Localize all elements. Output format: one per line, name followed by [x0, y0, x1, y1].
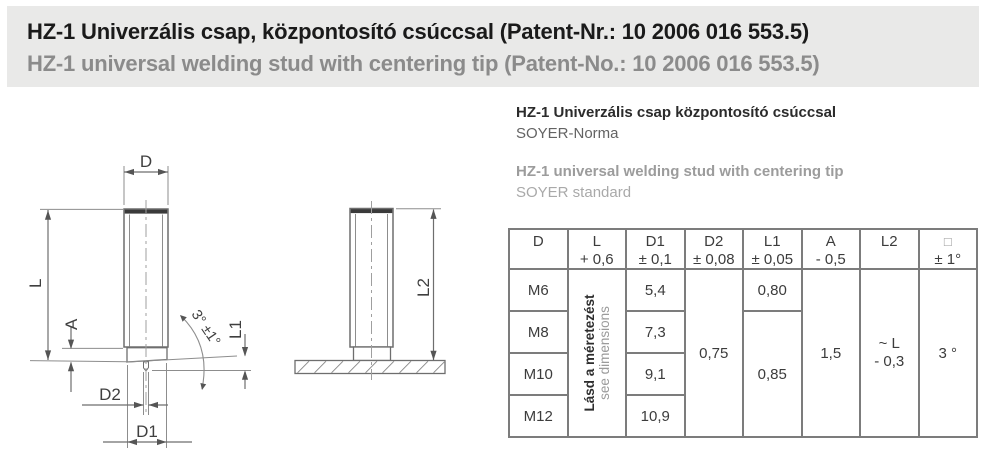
- cell-d-m10: M10: [509, 353, 568, 395]
- col-header-d2: D2 ± 0,08: [685, 229, 744, 269]
- cell-d1-m6: 5,4: [626, 269, 685, 311]
- cell-angle-all: 3 °: [919, 269, 978, 437]
- dim-label-l2: L2: [414, 278, 433, 297]
- cell-l-note: [568, 269, 627, 437]
- cell-d1-m10: 9,1: [626, 353, 685, 395]
- cell-d-m6: M6: [509, 269, 568, 311]
- technical-drawing: [0, 90, 500, 456]
- angle-symbol: □: [943, 234, 952, 249]
- cell-d-m12: M12: [509, 395, 568, 437]
- cell-d2-all: 0,75: [685, 269, 744, 437]
- product-name-hungarian: HZ-1 Univerzális csap központosító csúccsal: [516, 104, 837, 121]
- dim-label-l1: L1: [226, 320, 245, 339]
- col-header-d1: D1 ± 0,1: [626, 229, 685, 269]
- product-norm-hungarian: SOYER-Norma: [516, 125, 619, 142]
- dim-label-angle: 3° ±1°: [187, 307, 224, 350]
- dim-label-d1: D1: [136, 422, 158, 441]
- col-header-l: L + 0,6: [568, 229, 627, 269]
- col-header-l2: L2: [860, 229, 919, 269]
- col-header-a: A - 0,5: [802, 229, 861, 269]
- page-title-hungarian: HZ-1 Univerzális csap, központosító csúccsal (Patent-Nr.: 10 2006 016 553.5): [27, 19, 810, 44]
- l-note-rotated: Lásd a méretezést see dimensions: [581, 294, 612, 412]
- col-header-d: D: [509, 229, 568, 269]
- dim-label-d2: D2: [99, 385, 121, 404]
- page-title-english: HZ-1 universal welding stud with centering tip (Patent-No.: 10 2006 016 553.5): [27, 51, 820, 76]
- cell-l1-m6: 0,80: [743, 269, 802, 311]
- cell-l2-all: ~ L - 0,3: [860, 269, 919, 437]
- cell-d1-m8: 7,3: [626, 311, 685, 353]
- col-header-l1: L1 ± 0,05: [743, 229, 802, 269]
- dim-label-a: A: [62, 318, 81, 330]
- dim-label-d: D: [139, 152, 153, 171]
- cell-d-m8: M8: [509, 311, 568, 353]
- table-row-m6: [509, 269, 977, 311]
- product-norm-english: SOYER standard: [516, 184, 632, 201]
- cell-a-all: 1,5: [802, 269, 861, 437]
- table-header-row: [509, 229, 977, 269]
- product-name-english: HZ-1 universal welding stud with centering tip: [516, 163, 844, 180]
- dim-label-l: L: [26, 278, 45, 288]
- cell-d1-m12: 10,9: [626, 395, 685, 437]
- col-header-angle: □ ± 1°: [919, 229, 978, 269]
- stud-front-view: [26, 152, 251, 448]
- dimensions-table: [508, 228, 978, 438]
- cell-l1-m8-m12: 0,85: [743, 311, 802, 437]
- page-header: [7, 6, 979, 87]
- product-info: [516, 103, 844, 202]
- stud-mounted-view: [295, 201, 445, 380]
